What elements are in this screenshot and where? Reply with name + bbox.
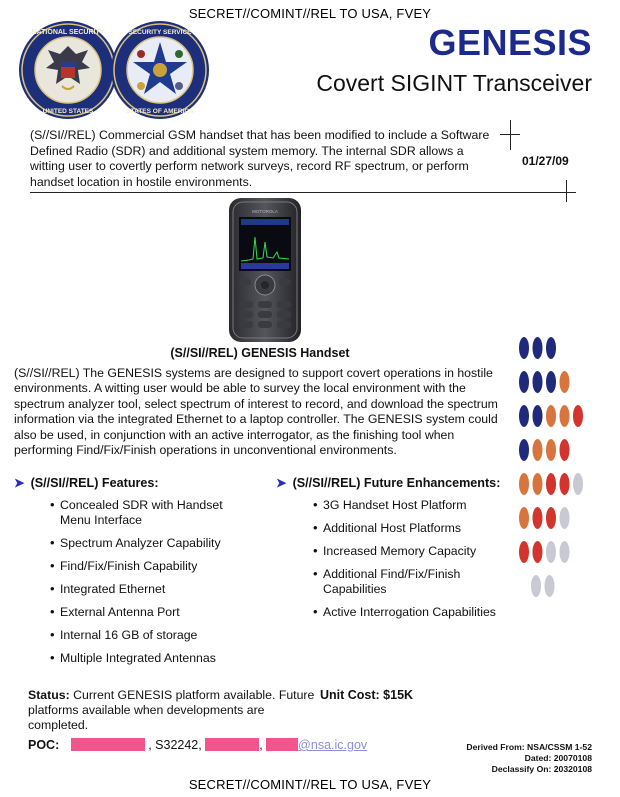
oval-mark (533, 371, 543, 393)
status-label: Status: (28, 688, 70, 702)
features-heading-text: (S//SI//REL) Features: (30, 476, 159, 490)
poc-line: POC: , S32242, , @nsa.ic.gov (28, 738, 368, 752)
declassify-on: Declassify On: 20320108 (491, 764, 592, 774)
redacted-name (205, 738, 259, 751)
oval-mark (519, 405, 529, 427)
list-item: • Find/Fix/Finish Capability (50, 559, 240, 574)
poc-id: , S32242, (148, 738, 202, 752)
oval-mark (519, 337, 529, 359)
document-date: 01/27/09 (522, 154, 569, 168)
svg-text:NATIONAL SECURITY: NATIONAL SECURITY (31, 29, 105, 36)
classification-banner-bottom: SECRET//COMINT//REL TO USA, FVEY (188, 777, 432, 792)
oval-mark (560, 405, 570, 427)
svg-text:STATES OF AMERICA: STATES OF AMERICA (126, 108, 194, 115)
enhancements-heading (276, 475, 500, 490)
decorative-ovals-graphic (516, 334, 616, 604)
oval-mark (560, 439, 570, 461)
arrow-bullet-icon: ➤ (276, 476, 287, 490)
status-block (28, 688, 328, 733)
unit-cost: Unit Cost: $15K (320, 688, 414, 702)
gsm-handset-icon (225, 197, 305, 343)
crosshair-vertical-top (510, 120, 511, 150)
list-item: • Increased Memory Capacity (313, 544, 503, 559)
crosshair-vertical-bottom (566, 180, 567, 202)
list-item: • 3G Handset Host Platform (313, 498, 503, 513)
oval-mark (519, 439, 529, 461)
oval-mark (546, 405, 556, 427)
oval-mark (519, 507, 529, 529)
oval-mark (546, 439, 556, 461)
document-title: GENESIS (428, 22, 592, 63)
oval-mark (545, 575, 555, 597)
svg-text:UNITED STATES: UNITED STATES (42, 108, 94, 115)
description-paragraph: (S//SI//REL) The GENESIS systems are designed to support covert operations in hostile environments. A witting user would be able to survey the local environment with the spectrum analyzer tool, select spectrum of interest to record, and download the spectrum information via the integrated Ethernet to a laptop controller. The GENESIS system could also be used, in conjunction with an active interrogator, as the finishing tool when performing Find/Fix/Finish operations in unconventional environments. (14, 366, 498, 458)
list-item: • Active Interrogation Capabilities (313, 605, 503, 620)
oval-mark (533, 541, 543, 563)
poc-email-link[interactable]: @nsa.ic.gov (298, 738, 368, 752)
enhancements-heading-text: (S//SI//REL) Future Enhancements: (292, 476, 501, 490)
crosshair-horizontal-top (500, 134, 520, 135)
oval-mark (546, 337, 556, 359)
oval-mark (560, 541, 570, 563)
derived-from: Derived From: NSA/CSSM 1-52 (466, 742, 592, 752)
list-item: • External Antenna Port (50, 605, 240, 620)
oval-mark (546, 541, 556, 563)
oval-mark (519, 473, 529, 495)
arrow-bullet-icon: ➤ (14, 476, 25, 490)
list-item: • Multiple Integrated Antennas (50, 651, 240, 666)
oval-mark (531, 575, 541, 597)
list-item: • Internal 16 GB of storage (50, 628, 240, 643)
status-text: Current GENESIS platform available. Future platforms available when developments are completed. (28, 688, 315, 732)
document-subtitle: Covert SIGINT Transceiver (316, 70, 592, 96)
oval-mark (560, 507, 570, 529)
redacted-email-user (266, 738, 298, 751)
oval-mark (519, 371, 529, 393)
oval-mark (533, 507, 543, 529)
oval-mark (533, 473, 543, 495)
nsa-seal-icon (18, 20, 118, 120)
oval-mark (533, 439, 543, 461)
oval-mark (546, 507, 556, 529)
features-heading (14, 475, 159, 490)
section-divider (30, 192, 570, 193)
oval-mark (560, 473, 570, 495)
image-caption: (S//SI//REL) GENESIS Handset (170, 346, 350, 360)
handset-brand-label: MOTOROLA (252, 209, 278, 214)
svg-text:SECURITY SERVICE: SECURITY SERVICE (128, 29, 192, 36)
list-item: • Additional Find/Fix/Finish Capabilities (313, 567, 503, 597)
list-item: • Spectrum Analyzer Capability (50, 536, 240, 551)
classification-authority (466, 742, 592, 775)
derived-dated: Dated: 20070108 (524, 753, 592, 763)
list-item: • Additional Host Platforms (313, 521, 503, 536)
classification-banner-top: SECRET//COMINT//REL TO USA, FVEY (188, 6, 432, 21)
oval-mark (546, 473, 556, 495)
list-item: • Concealed SDR with Handset Menu Interface (50, 498, 240, 528)
oval-mark (533, 405, 543, 427)
features-list (50, 498, 240, 666)
css-seal-icon (110, 20, 210, 120)
enhancements-list (313, 498, 503, 620)
oval-mark (519, 541, 529, 563)
oval-mark (573, 405, 583, 427)
list-item: • Integrated Ethernet (50, 582, 240, 597)
crosshair-horizontal-bottom (556, 192, 576, 193)
intro-paragraph: (S//SI//REL) Commercial GSM handset that has been modified to include a Software Defined Radio (SDR) and additional system memory. The internal SDR allows a witting user to covertly perform network surveys, record RF spectrum, or perform handset location in hostile environments. (30, 128, 490, 189)
oval-mark (560, 371, 570, 393)
redacted-name (71, 738, 145, 751)
poc-label: POC: (28, 738, 60, 752)
oval-mark (546, 371, 556, 393)
oval-mark (573, 473, 583, 495)
oval-mark (533, 337, 543, 359)
